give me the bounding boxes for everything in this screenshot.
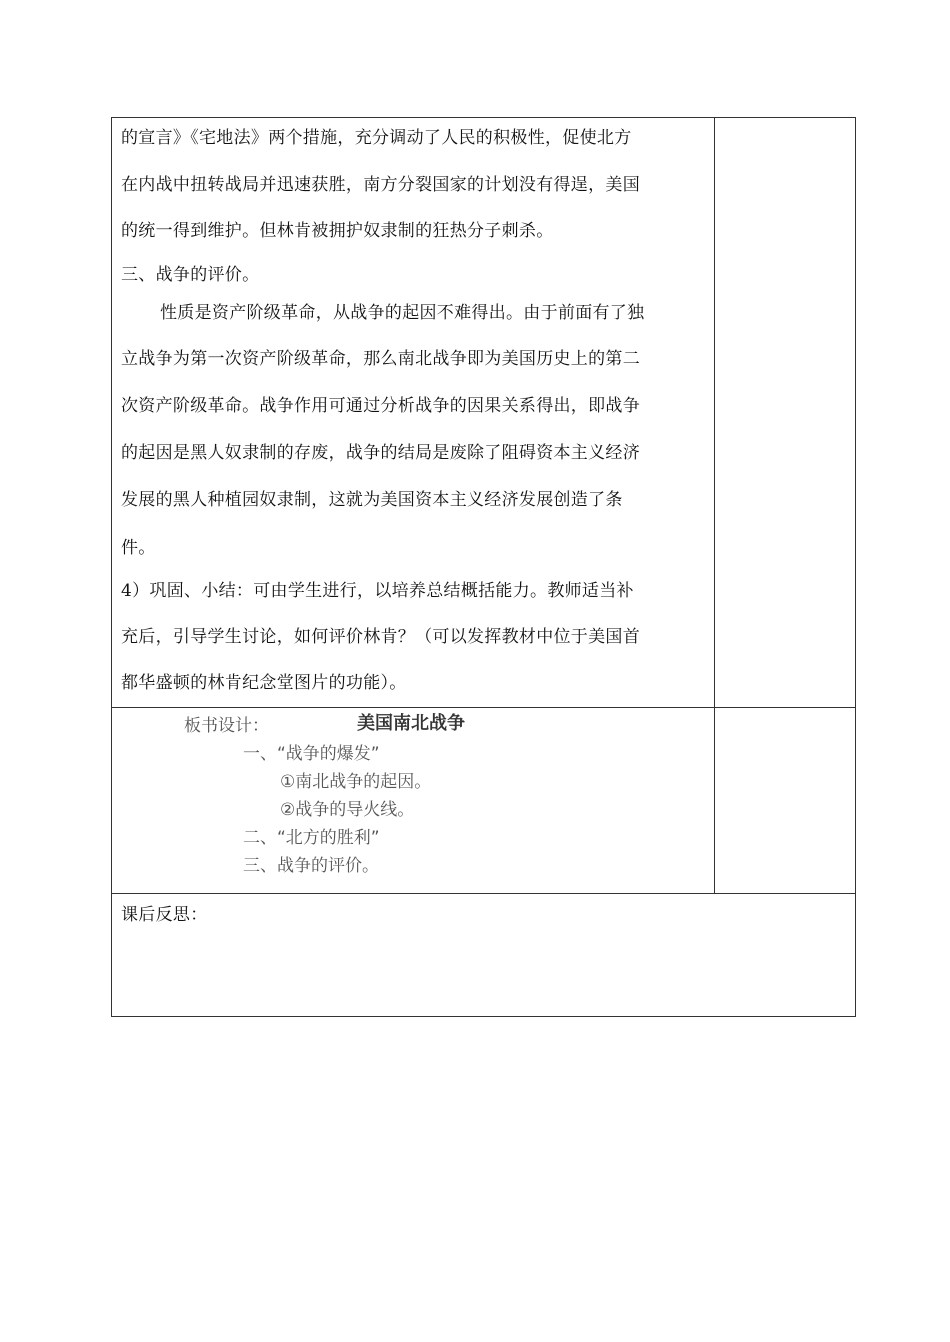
text-line: 的起因是黑人奴隶制的存废，战争的结局是废除了阻碍资本主义经济	[121, 443, 640, 463]
text-line: 件。	[121, 538, 156, 558]
column-divider	[714, 117, 715, 893]
row-divider-2	[111, 893, 856, 894]
board-item: ②战争的导火线。	[280, 800, 415, 820]
text-line: 4）巩固、小结：可由学生进行，以培养总结概括能力。教师适当补	[121, 581, 634, 601]
text-line: 在内战中扭转战局并迅速获胜，南方分裂国家的计划没有得逞，美国	[121, 175, 640, 195]
section-heading: 三、战争的评价。	[121, 265, 260, 285]
text-line: 充后，引导学生讨论，如何评价林肯？（可以发挥教材中位于美国首	[121, 627, 640, 647]
text-line: 性质是资产阶级革命，从战争的起因不难得出。由于前面有了独	[160, 303, 645, 323]
text-line: 次资产阶级革命。战争作用可通过分析战争的因果关系得出，即战争	[121, 396, 640, 416]
text-line: 都华盛顿的林肯纪念堂图片的功能）。	[121, 673, 407, 693]
lesson-table	[111, 117, 856, 1017]
board-label: 板书设计：	[184, 716, 269, 736]
board-item: 三、战争的评价。	[243, 856, 379, 876]
text-line: 立战争为第一次资产阶级革命，那么南北战争即为美国历史上的第二	[121, 349, 640, 369]
board-item: ①南北战争的起因。	[280, 772, 432, 792]
board-item: 一、“战争的爆发”	[243, 744, 380, 764]
board-title: 美国南北战争	[357, 713, 465, 734]
reflection-label: 课后反思：	[121, 905, 208, 925]
board-item: 二、“北方的胜利”	[243, 828, 380, 848]
row-divider-1	[111, 707, 856, 708]
text-line: 的宣言》《宅地法》两个措施，充分调动了人民的积极性，促使北方	[121, 128, 632, 148]
text-line: 发展的黑人种植园奴隶制，这就为美国资本主义经济发展创造了条	[121, 490, 623, 510]
text-line: 的统一得到维护。但林肯被拥护奴隶制的狂热分子刺杀。	[121, 221, 554, 241]
